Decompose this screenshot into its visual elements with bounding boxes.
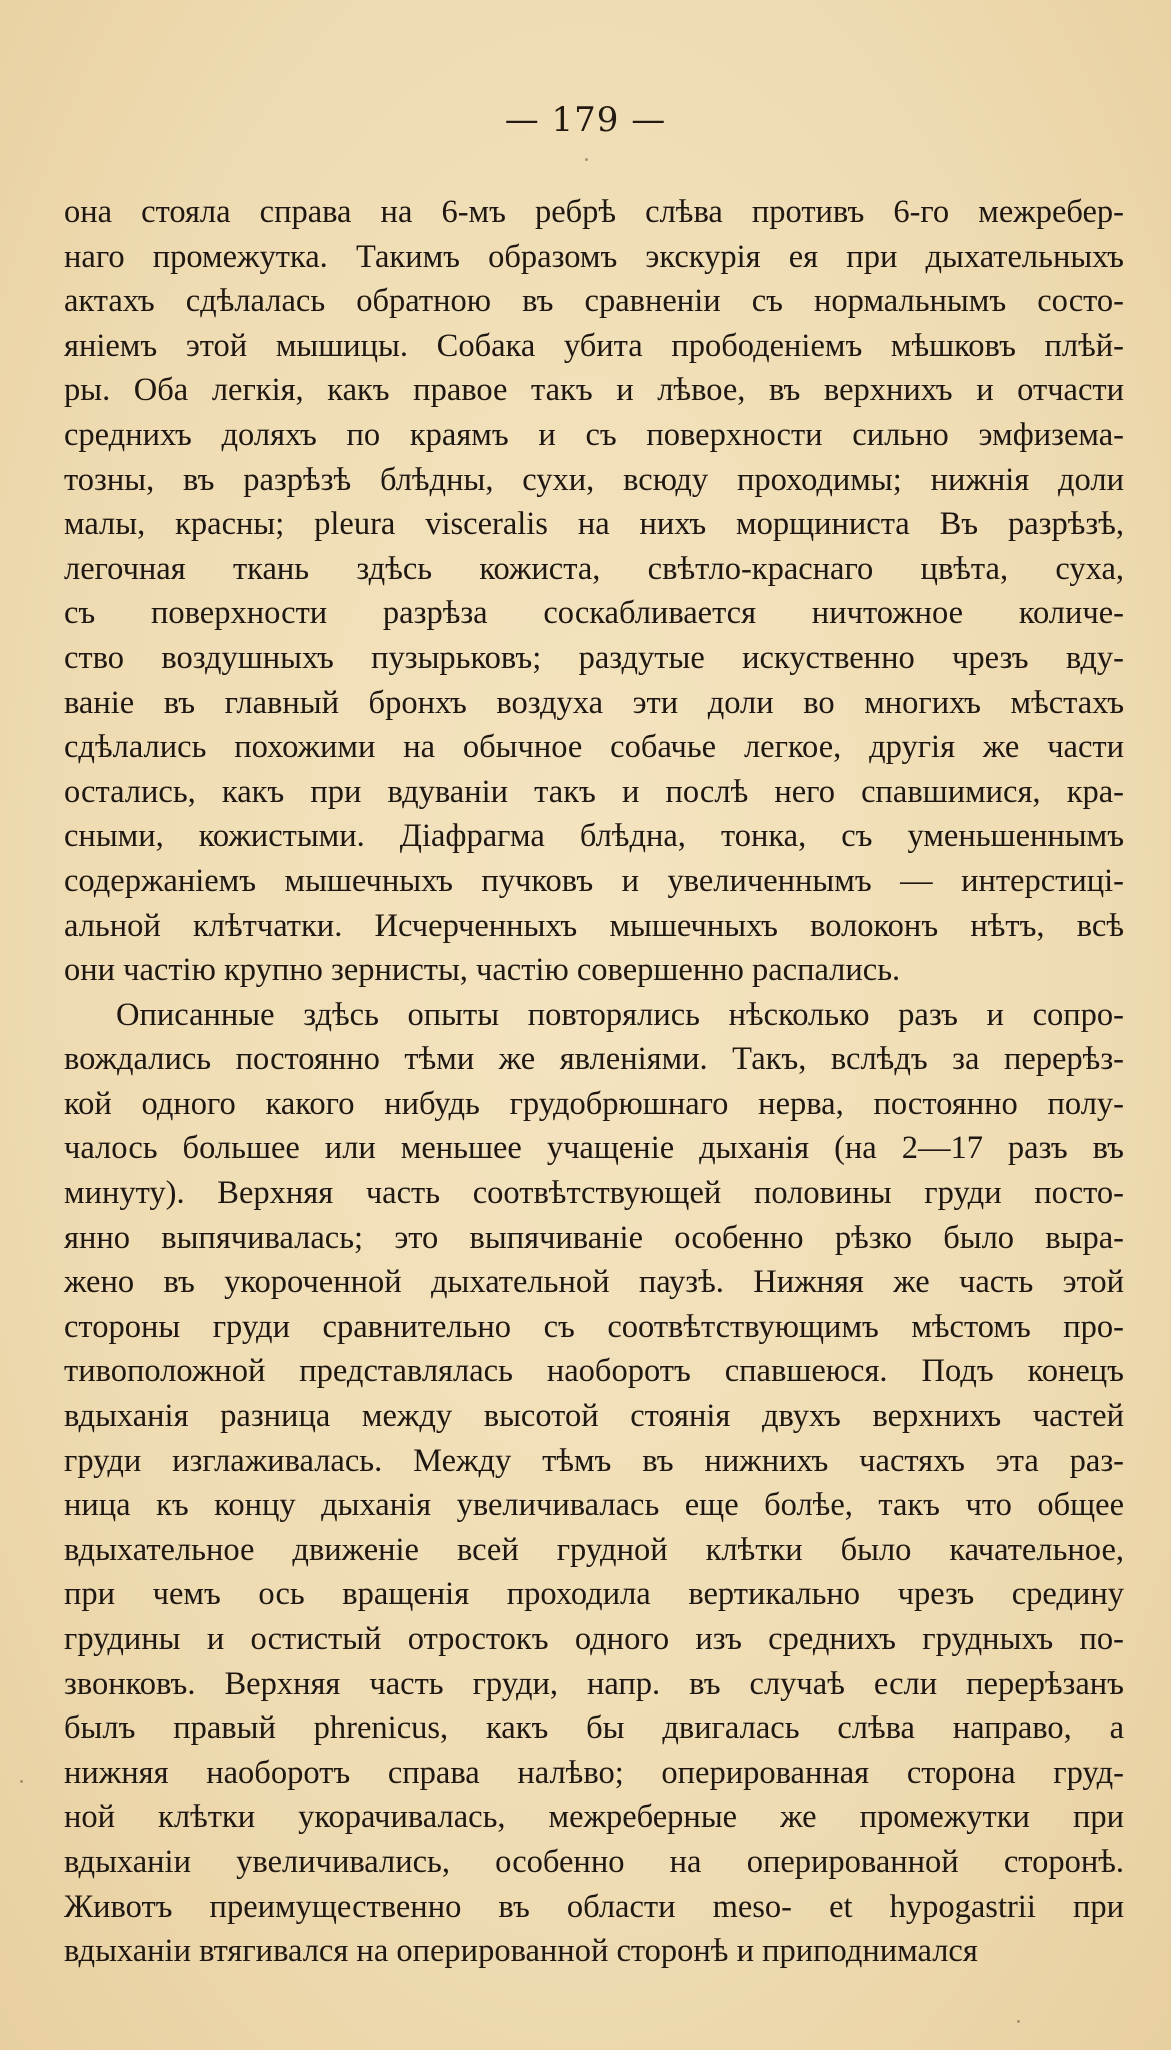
paragraph-2 (64, 993, 1124, 1974)
text-line: стороны груди сравнительно съ соотвѣтствующимъ мѣстомъ про- (64, 1308, 1124, 1345)
text-line: янно выпячивалась; это выпячиваніе особенно рѣзко было выра- (64, 1219, 1124, 1256)
text-line: малы, красны; pleura visceralis на нихъ морщиниста Въ разрѣзѣ, (64, 506, 1124, 543)
text-line: вдыхательное движеніе всей грудной клѣтки было качательное, (64, 1531, 1124, 1568)
text-line: яніемъ этой мышицы. Собака убита прободеніемъ мѣшковъ плѣй- (64, 327, 1124, 364)
text-line: они частію крупно зернисты, частію совершенно распались. (64, 952, 901, 989)
text-line: тивоположной представлялась наоборотъ спавшеюся. Подъ конецъ (64, 1353, 1124, 1390)
text-line: Животъ преимущественно въ области meso- et hypogastrii при (64, 1888, 1124, 1925)
text-line: былъ правый phrenicus, какъ бы двигалась слѣва направо, а (64, 1710, 1124, 1747)
text-line: звонковъ. Верхняя часть груди, напр. въ случаѣ если перерѣзанъ (64, 1665, 1124, 1702)
paper-speck (1017, 2020, 1020, 2023)
text-line: кой одного какого нибудь грудобрюшнаго нерва, постоянно полу- (64, 1085, 1124, 1122)
text-line: актахъ сдѣлалась обратною въ сравненіи съ нормальнымъ состо- (64, 283, 1124, 320)
text-line: ры. Оба легкія, какъ правое такъ и лѣвое, въ верхнихъ и отчасти (64, 372, 1124, 409)
text-line: жено въ укороченной дыхательной паузѣ. Нижняя же часть этой (64, 1264, 1124, 1301)
text-line: ваніе въ главный бронхъ воздуха эти доли во многихъ мѣстахъ (64, 684, 1124, 721)
paragraph-1 (64, 190, 1124, 993)
text-line: при чемъ ось вращенія проходила вертикально чрезъ средину (64, 1576, 1124, 1613)
text-line: груди изглаживалась. Между тѣмъ въ нижнихъ частяхъ эта раз- (64, 1442, 1124, 1479)
text-line: ство воздушныхъ пузырьковъ; раздутые искуственно чрезъ вду- (64, 639, 1124, 676)
text-line: содержаніемъ мышечныхъ пучковъ и увеличеннымъ — интерстиці- (64, 862, 1124, 899)
text-line: ница къ концу дыханія увеличивалась еще болѣе, такъ что общее (64, 1487, 1124, 1524)
text-line: альной клѣтчатки. Исчерченныхъ мышечныхъ волоконъ нѣтъ, всѣ (64, 907, 1124, 944)
text-line: наго промежутка. Такимъ образомъ экскурія ея при дыхательныхъ (64, 238, 1124, 275)
text-line: вдыханія разница между высотой стоянія двухъ верхнихъ частей (64, 1398, 1124, 1435)
text-line: нижняя наоборотъ справа налѣво; оперированная сторона груд- (64, 1754, 1124, 1791)
text-line: среднихъ доляхъ по краямъ и съ поверхности сильно эмфизема- (64, 416, 1124, 453)
text-line: сными, кожистыми. Діафрагма блѣдна, тонка, съ уменьшеннымъ (64, 818, 1124, 855)
text-line: вождались постоянно тѣми же явленіями. Такъ, вслѣдъ за перерѣз- (64, 1041, 1124, 1078)
text-line: съ поверхности разрѣза соскабливается ничтожное количе- (64, 595, 1124, 632)
text-line: сдѣлались похожими на обычное собачье легкое, другія же части (64, 729, 1124, 766)
text-line: минуту). Верхняя часть соотвѣтствующей половины груди посто- (64, 1175, 1124, 1212)
text-line: легочная ткань здѣсь кожиста, свѣтло-краснаго цвѣта, суха, (64, 550, 1124, 587)
text-line: Описанные здѣсь опыты повторялись нѣсколько разъ и сопро- (116, 996, 1124, 1033)
text-line: ной клѣтки укорачивалась, межреберные же промежутки при (64, 1799, 1124, 1836)
text-line: чалось большее или меньшее учащеніе дыханія (на 2—17 разъ въ (64, 1130, 1124, 1167)
text-line: грудины и остистый отростокъ одного изъ среднихъ грудныхъ по- (64, 1621, 1124, 1657)
text-line: вдыханіи втягивался на оперированной сторонѣ и приподнимался (64, 1933, 978, 1970)
paper-speck (585, 158, 588, 161)
text-line: остались, какъ при вдуваніи такъ и послѣ него спавшимися, кра- (64, 773, 1124, 810)
text-line: вдыханіи увеличивались, особенно на оперированной сторонѣ. (64, 1843, 1124, 1880)
paper-speck (20, 1780, 23, 1783)
page-number: — 179 — (504, 100, 667, 140)
text-line: она стояла справа на 6-мъ ребрѣ слѣва противъ 6-го межребер- (64, 194, 1124, 230)
text-line: тозны, въ разрѣзѣ блѣдны, сухи, всюду проходимы; нижнія доли (64, 461, 1124, 498)
body-text (64, 190, 1124, 1974)
